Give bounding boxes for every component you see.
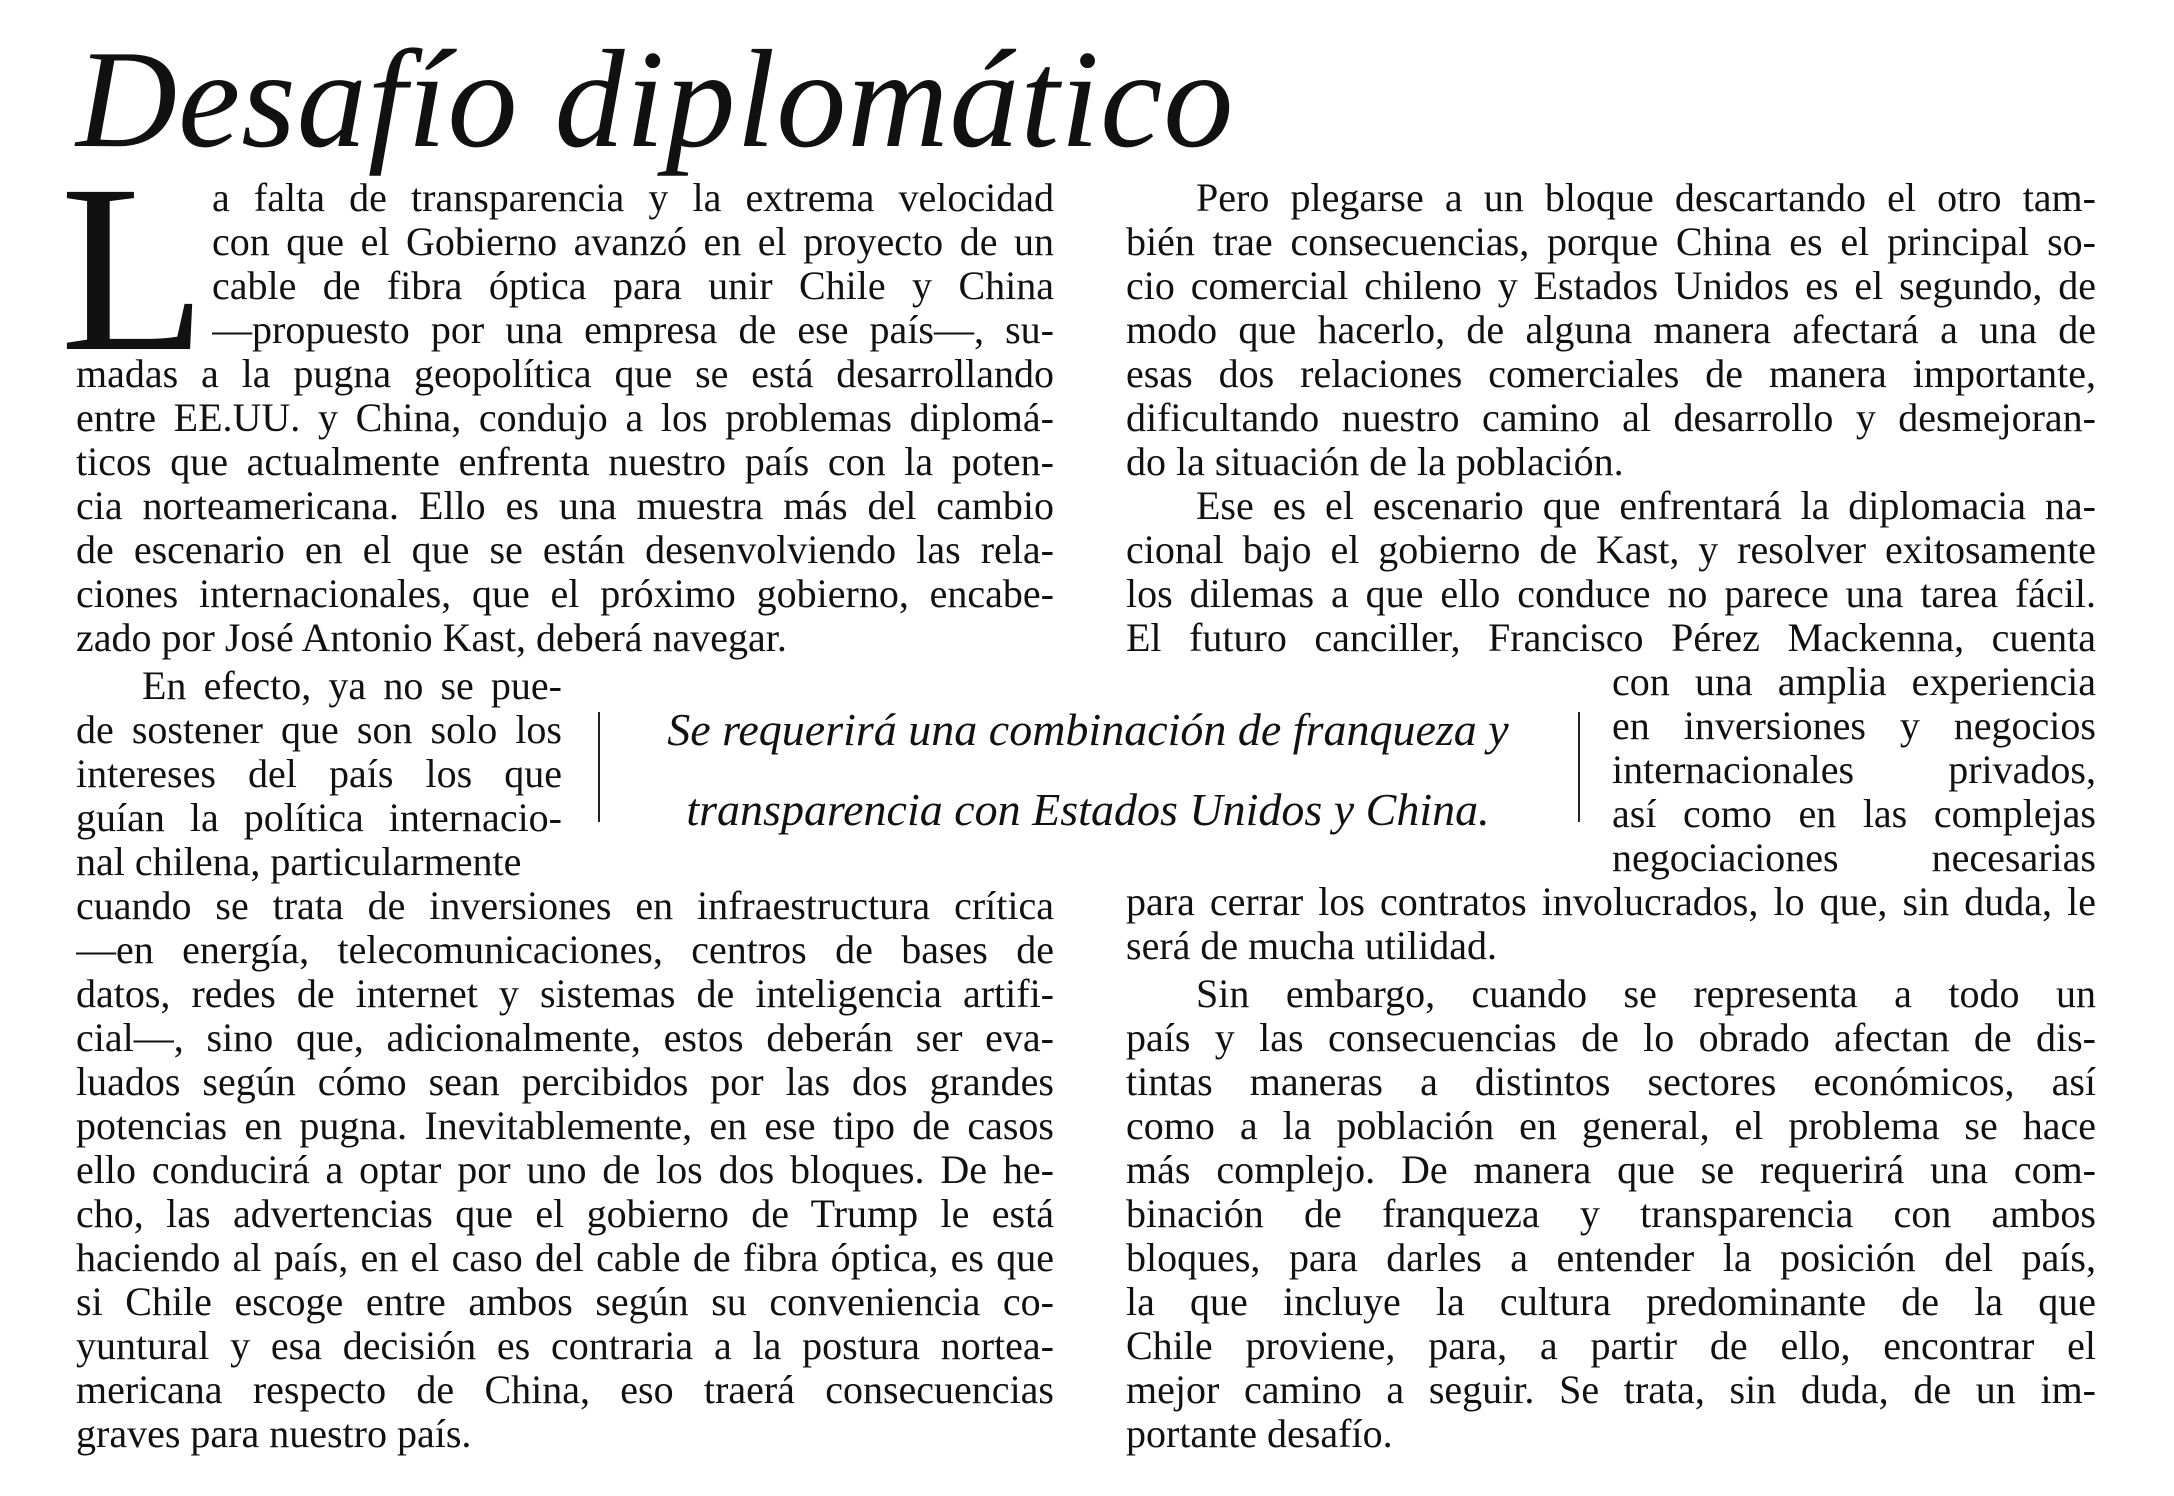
text-line: será de mucha utilidad. — [1126, 924, 1497, 968]
text-line: do la situación de la población. — [1126, 440, 1624, 484]
text-line: luados según cómo sean percibidos por las dos grandes — [76, 1060, 1054, 1104]
text-line: dificultando nuestro camino al desarrollo y desmejoran- — [1126, 396, 2096, 440]
text-line: bién trae consecuencias, porque China es el principal so- — [1126, 220, 2096, 264]
text-line: yuntural y esa decisión es contraria a la postura nortea- — [76, 1324, 1054, 1368]
text-line: mejor camino a seguir. Se trata, sin duda, de un im- — [1126, 1368, 2096, 1412]
text-line: —propuesto por una empresa de ese país—, su- — [212, 308, 1054, 352]
text-line: país y las consecuencias de lo obrado afectan de dis- — [1126, 1016, 2096, 1060]
text-line: intereses del país los que — [76, 752, 562, 796]
text-line: si Chile escoge entre ambos según su conveniencia co- — [76, 1280, 1054, 1324]
text-line: negociaciones necesarias — [1612, 836, 2096, 880]
pull-quote-line: Se requerirá una combinación de franqueza y — [667, 704, 1509, 755]
text-line: graves para nuestro país. — [76, 1412, 472, 1456]
text-line: a falta de transparencia y la extrema velocidad — [212, 176, 1054, 220]
text-line: Sin embargo, cuando se representa a todo un — [1196, 972, 2096, 1016]
text-line: los dilemas a que ello conduce no parece una tarea fácil. — [1126, 572, 2096, 616]
text-line: con una amplia experiencia — [1612, 660, 2096, 704]
text-line: En efecto, ya no se pue- — [142, 664, 562, 708]
text-line: ticos que actualmente enfrenta nuestro país con la poten- — [76, 440, 1054, 484]
text-line: cional bajo el gobierno de Kast, y resolver exitosamente — [1126, 528, 2096, 572]
text-line: cial—, sino que, adicionalmente, estos deberán ser eva- — [76, 1016, 1054, 1060]
text-line: potencias en pugna. Inevitablemente, en ese tipo de casos — [76, 1104, 1054, 1148]
text-line: Chile proviene, para, a partir de ello, encontrar el — [1126, 1324, 2096, 1368]
text-line: así como en las complejas — [1612, 792, 2096, 836]
text-line: binación de franqueza y transparencia con ambos — [1126, 1192, 2096, 1236]
text-line: de sostener que son solo los — [76, 708, 562, 752]
text-line: El futuro canciller, Francisco Pérez Mackenna, cuenta — [1126, 616, 2096, 660]
text-line: de escenario en el que se están desenvolviendo las rela- — [76, 528, 1054, 572]
text-line: para cerrar los contratos involucrados, lo que, sin duda, le — [1126, 880, 2096, 924]
text-line: entre EE.UU. y China, condujo a los problemas diplomá- — [76, 396, 1054, 440]
text-line: más complejo. De manera que se requerirá una com- — [1126, 1148, 2096, 1192]
text-line: con que el Gobierno avanzó en el proyecto de un — [212, 220, 1054, 264]
text-line: Pero plegarse a un bloque descartando el otro tam- — [1196, 176, 2096, 220]
text-line: cho, las advertencias que el gobierno de Trump le está — [76, 1192, 1054, 1236]
text-line: portante desafío. — [1126, 1412, 1393, 1456]
text-line: cable de fibra óptica para unir Chile y China — [212, 264, 1054, 308]
text-line: esas dos relaciones comerciales de manera importante, — [1126, 352, 2096, 396]
text-line: Ese es el escenario que enfrentará la diplomacia na- — [1196, 484, 2096, 528]
pull-quote-right-rule — [1578, 712, 1580, 822]
text-line: la que incluye la cultura predominante de la que — [1126, 1280, 2096, 1324]
pull-quote-line: transparencia con Estados Unidos y China. — [686, 784, 1490, 835]
text-line: ciones internacionales, que el próximo gobierno, encabe- — [76, 572, 1054, 616]
text-line: —en energía, telecomunicaciones, centros de bases de — [76, 928, 1054, 972]
text-line: madas a la pugna geopolítica que se está desarrollando — [76, 352, 1054, 396]
text-line: bloques, para darles a entender la posición del país, — [1126, 1236, 2096, 1280]
text-line: modo que hacerlo, de alguna manera afectará a una de — [1126, 308, 2096, 352]
text-line: nal chilena, particularmente — [76, 840, 522, 884]
text-line: internacionales privados, — [1612, 748, 2096, 792]
text-line: como a la población en general, el problema se hace — [1126, 1104, 2096, 1148]
text-line: tintas maneras a distintos sectores económicos, así — [1126, 1060, 2096, 1104]
text-line: cuando se trata de inversiones en infraestructura crítica — [76, 884, 1054, 928]
text-line: en inversiones y negocios — [1612, 704, 2096, 748]
article-title: Desafío diplomático — [76, 22, 1235, 177]
text-line: haciendo al país, en el caso del cable de fibra óptica, es que — [76, 1236, 1054, 1280]
text-line: mericana respecto de China, eso traerá consecuencias — [76, 1368, 1054, 1412]
text-line: zado por José Antonio Kast, deberá navegar. — [76, 616, 787, 660]
text-line: cia norteamericana. Ello es una muestra más del cambio — [76, 484, 1054, 528]
text-line: cio comercial chileno y Estados Unidos es el segundo, de — [1126, 264, 2096, 308]
drop-cap: L — [60, 178, 207, 358]
text-line: guían la política internacio- — [76, 796, 562, 840]
text-line: datos, redes de internet y sistemas de inteligencia artifi- — [76, 972, 1054, 1016]
pull-quote-left-rule — [598, 712, 600, 822]
text-line: ello conducirá a optar por uno de los dos bloques. De he- — [76, 1148, 1054, 1192]
